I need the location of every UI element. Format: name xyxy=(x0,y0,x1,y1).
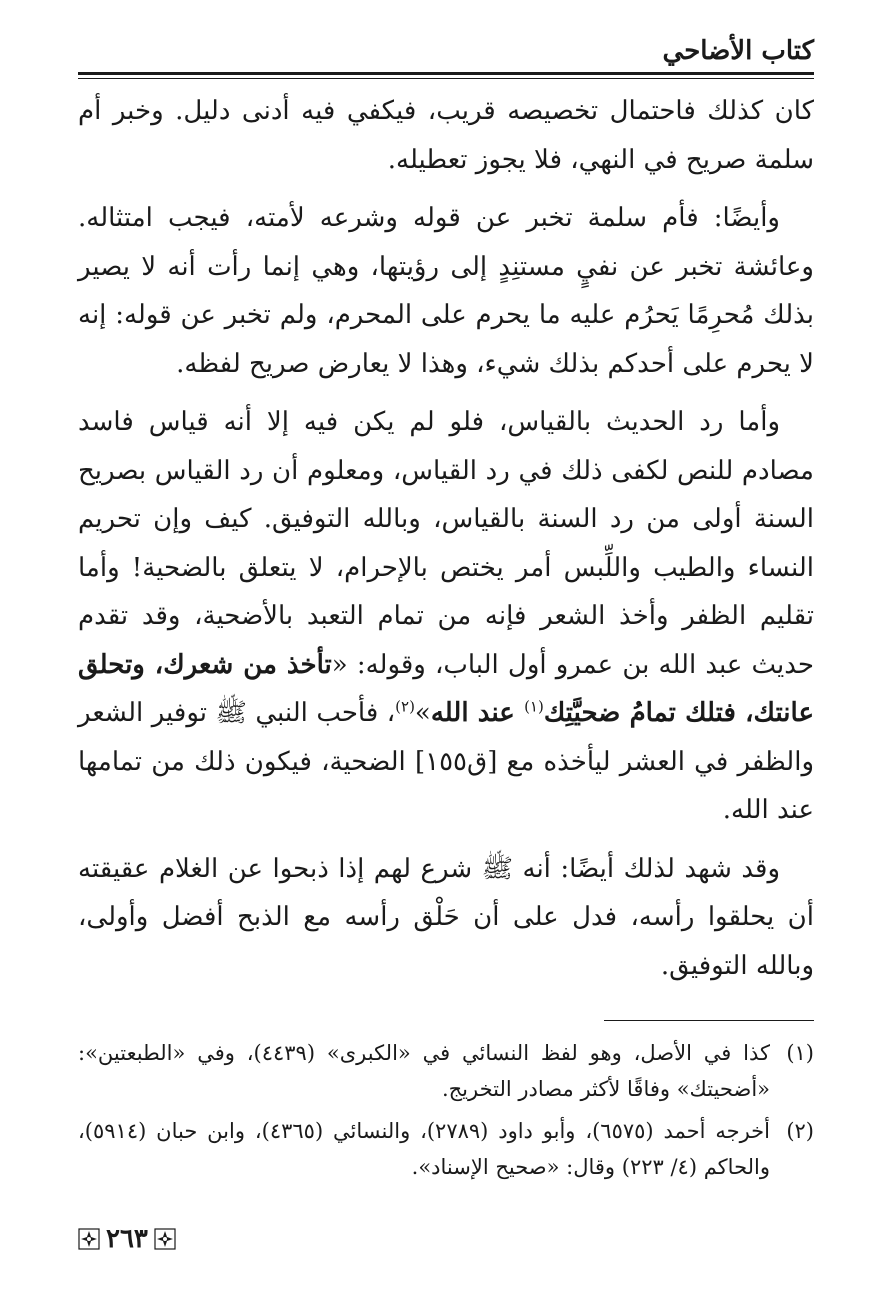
body-text xyxy=(78,87,814,990)
floral-ornament-icon xyxy=(78,1228,100,1250)
paragraph-3-text-b: ، فأحب النبي ﷺ توفير الشعر والظفر في العشر ليأخذه مع [ق١٥٥] الضحية، فيكون ذلك من تمامها عند الله. xyxy=(78,698,815,825)
paragraph-1: كان كذلك فاحتمال تخصيصه قريب، فيكفي فيه أدنى دليل. وخبر أم سلمة صريح في النهي، فلا يجوز تعطيله. xyxy=(78,96,814,175)
footnote-ref-1[interactable]: (١) xyxy=(524,697,544,716)
paragraph-3 xyxy=(78,398,814,835)
footnote-2 xyxy=(78,1113,814,1185)
page-number: ٢٦٣ xyxy=(106,1224,148,1254)
footnote-1 xyxy=(78,1035,814,1107)
header-rule-thick xyxy=(78,72,814,75)
paragraph-3-text-a: وأما رد الحديث بالقياس، فلو لم يكن فيه إلا أنه قياس فاسد مصادم للنص لكفى ذلك في رد القياس، ومعلوم أن رد القياس بصريح السنة أولى من رد السنة بالقياس، وبالله التوفيق. كيف وإن تحريم النساء والطيب واللِّبس أمر يختص بالإحرام، لا يتعلق بالضحية! وأما تقليم الظفر وأخذ الشعر فإنه من تمام التعبد بالأضحية، وقد تقدم حديث عبد الله بن عمرو أول الباب، وقوله: « xyxy=(78,407,814,680)
header-rule-thin xyxy=(78,78,814,79)
hadith-quote: تأخذ من شعرك، وتحلق عانتك، فتلك تمامُ ضحيَّتِك xyxy=(78,649,814,728)
footnote-text: كذا في الأصل، وهو لفظ النسائي في «الكبرى» (٤٤٣٩)، وفي «الطبعتين»: «أضحيتك» وفاقًا لأكثر مصادر التخريج. xyxy=(78,1041,770,1101)
page xyxy=(78,28,814,1268)
footnote-number: (٢) xyxy=(786,1119,814,1143)
footnote-separator xyxy=(604,1020,814,1021)
running-head xyxy=(78,28,814,70)
book-title: كتاب الأضاحي xyxy=(662,36,814,66)
floral-ornament-icon xyxy=(154,1228,176,1250)
hadith-quote-end: عند الله xyxy=(430,698,525,728)
paragraph-4: وقد شهد لذلك أيضًا: أنه ﷺ شرع لهم إذا ذبحوا عن الغلام عقيقته أن يحلقوا رأسه، فدل على أن حَلْق رأسه مع الذبح أفضل وأولى، وبالله التوفيق. xyxy=(78,853,814,981)
page-number-folio xyxy=(78,1224,176,1254)
footnote-ref-2[interactable]: (٢) xyxy=(395,697,415,716)
footnote-number: (١) xyxy=(786,1041,814,1065)
paragraph-2: وأيضًا: فأم سلمة تخبر عن قوله وشرعه لأمته، فيجب امتثاله. وعائشة تخبر عن نفيٍ مستنِدٍ إلى رؤيتها، وهي إنما رأت أنه لا يصير بذلك مُحرِمًا يَحرُم عليه ما يحرم على المحرم، ولم تخبر عن قوله: إنه لا يحرم على أحدكم بذلك شيء، وهذا لا يعارض صريح لفظه. xyxy=(78,203,814,379)
footnote-text: أخرجه أحمد (٦٥٧٥)، وأبو داود (٢٧٨٩)، والنسائي (٤٣٦٥)، وابن حبان (٥٩١٤)، والحاكم (٤/ ٢٢٣) وقال: «صحيح الإسناد». xyxy=(78,1119,770,1179)
closing-quote: » xyxy=(414,698,431,728)
